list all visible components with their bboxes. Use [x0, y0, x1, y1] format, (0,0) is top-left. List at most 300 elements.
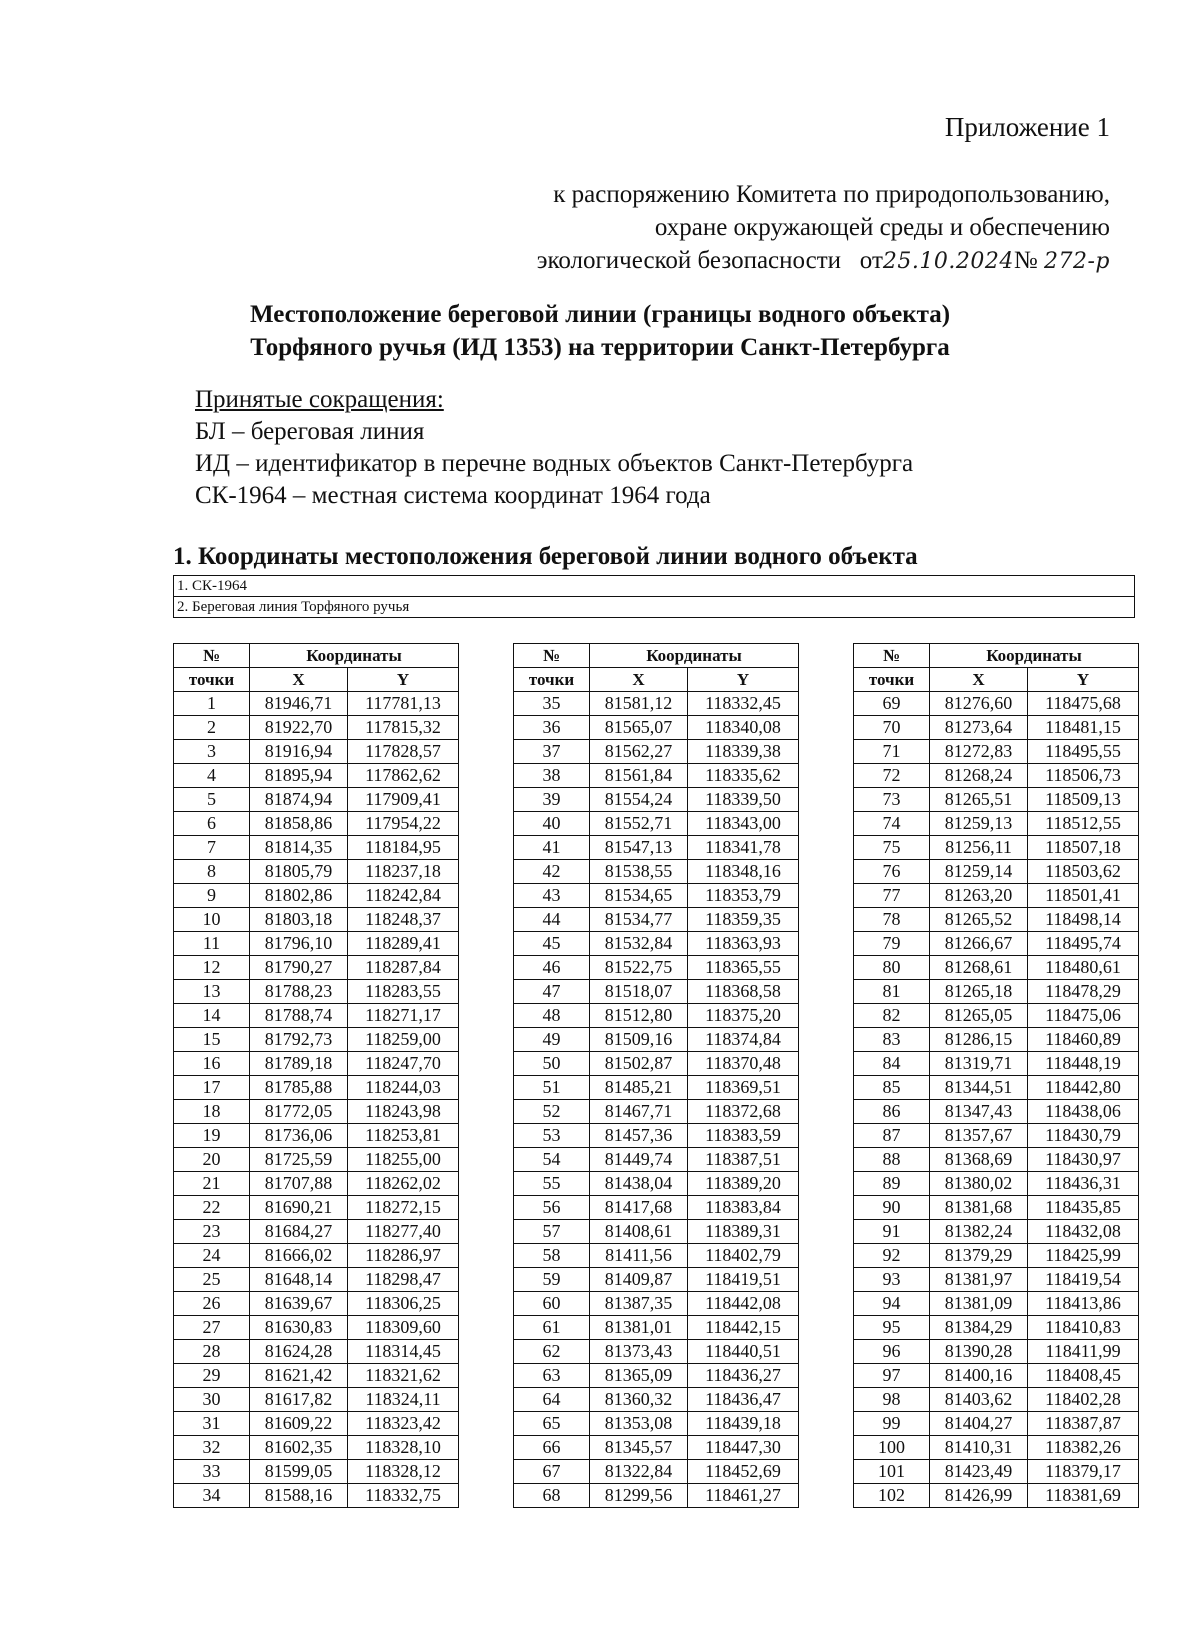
coord-y: 118413,86: [1028, 1292, 1139, 1316]
document-title: [0, 298, 1200, 364]
coord-x: 81360,32: [590, 1388, 688, 1412]
table-row: [514, 1436, 799, 1460]
point-number: 67: [514, 1460, 590, 1484]
table-row: [514, 1172, 799, 1196]
coord-x: 81552,71: [590, 812, 688, 836]
point-number: 54: [514, 1148, 590, 1172]
point-number: 52: [514, 1100, 590, 1124]
coord-y: 118272,15: [348, 1196, 459, 1220]
coord-x: 81581,12: [590, 692, 688, 716]
table-row: [514, 884, 799, 908]
table-row: [514, 1340, 799, 1364]
coord-y: 118438,06: [1028, 1100, 1139, 1124]
title-line-2: Торфяного ручья (ИД 1353) на территории Санкт-Петербурга: [250, 334, 950, 361]
coord-y: 118387,87: [1028, 1412, 1139, 1436]
point-number: 60: [514, 1292, 590, 1316]
table-row: [174, 1172, 459, 1196]
point-number: 63: [514, 1364, 590, 1388]
coord-x: 81736,06: [250, 1124, 348, 1148]
coord-x: 81273,64: [930, 716, 1028, 740]
table-row: [514, 1124, 799, 1148]
point-number: 65: [514, 1412, 590, 1436]
coord-y: 118339,38: [688, 740, 799, 764]
point-number: 7: [174, 836, 250, 860]
col-header-point: точки: [854, 668, 930, 692]
point-number: 80: [854, 956, 930, 980]
table-row: [854, 1412, 1139, 1436]
coord-y: 118332,45: [688, 692, 799, 716]
table-row: [174, 1460, 459, 1484]
point-number: 19: [174, 1124, 250, 1148]
coord-x: 81411,56: [590, 1244, 688, 1268]
coord-y: 118368,58: [688, 980, 799, 1004]
coord-y: 118439,18: [688, 1412, 799, 1436]
coord-y: 118435,85: [1028, 1196, 1139, 1220]
table-row: [174, 1076, 459, 1100]
info-row-system: 1. СК-1964: [177, 578, 248, 594]
table-row: [174, 1052, 459, 1076]
coord-x: 81561,84: [590, 764, 688, 788]
table-row: [174, 788, 459, 812]
coord-x: 81322,84: [590, 1460, 688, 1484]
table-row: [514, 1148, 799, 1172]
coord-x: 81617,82: [250, 1388, 348, 1412]
table-row: [174, 908, 459, 932]
title-line-1: Местоположение береговой линии (границы водного объекта): [249, 301, 951, 328]
coord-y: 117862,62: [348, 764, 459, 788]
coord-y: 118237,18: [348, 860, 459, 884]
table-body: [174, 692, 459, 1508]
table-row: [514, 980, 799, 1004]
point-number: 81: [854, 980, 930, 1004]
coord-y: 118448,19: [1028, 1052, 1139, 1076]
abbreviation-item: ИД – идентификатор в перечне водных объектов Санкт-Петербурга: [195, 450, 914, 477]
table-row: [854, 740, 1139, 764]
coord-x: 81802,86: [250, 884, 348, 908]
table-row: [854, 1004, 1139, 1028]
point-number: 62: [514, 1340, 590, 1364]
coord-y: 118353,79: [688, 884, 799, 908]
coord-x: 81381,97: [930, 1268, 1028, 1292]
coord-x: 81725,59: [250, 1148, 348, 1172]
table-row: [174, 1388, 459, 1412]
table-row: [854, 1484, 1139, 1508]
table-row: [854, 1124, 1139, 1148]
coord-y: 118480,61: [1028, 956, 1139, 980]
point-number: 56: [514, 1196, 590, 1220]
table-row: [514, 1412, 799, 1436]
coord-y: 118328,12: [348, 1460, 459, 1484]
coord-x: 81381,09: [930, 1292, 1028, 1316]
point-number: 17: [174, 1076, 250, 1100]
col-header-coords: Координаты: [930, 644, 1139, 668]
table-row: [514, 1316, 799, 1340]
coord-x: 81792,73: [250, 1028, 348, 1052]
coord-y: 118243,98: [348, 1100, 459, 1124]
table-row: [174, 932, 459, 956]
coord-x: 81621,42: [250, 1364, 348, 1388]
table-row: [514, 812, 799, 836]
point-number: 99: [854, 1412, 930, 1436]
coord-x: 81814,35: [250, 836, 348, 860]
coord-y: 118432,08: [1028, 1220, 1139, 1244]
coord-x: 81666,02: [250, 1244, 348, 1268]
coord-x: 81276,60: [930, 692, 1028, 716]
point-number: 2: [174, 716, 250, 740]
point-number: 68: [514, 1484, 590, 1508]
coord-x: 81384,29: [930, 1316, 1028, 1340]
point-number: 77: [854, 884, 930, 908]
table-row: [174, 764, 459, 788]
coord-x: 81423,49: [930, 1460, 1028, 1484]
abbreviation-item: СК-1964 – местная система координат 1964 года: [195, 482, 711, 509]
table-row: [174, 812, 459, 836]
coord-y: 117954,22: [348, 812, 459, 836]
point-number: 10: [174, 908, 250, 932]
coord-x: 81410,31: [930, 1436, 1028, 1460]
coord-y: 118452,69: [688, 1460, 799, 1484]
coord-x: 81788,74: [250, 1004, 348, 1028]
point-number: 39: [514, 788, 590, 812]
col-header-point: точки: [174, 668, 250, 692]
table-row: [514, 908, 799, 932]
table-row: [174, 1244, 459, 1268]
coord-x: 81565,07: [590, 716, 688, 740]
table-row: [854, 1052, 1139, 1076]
coord-y: 118408,45: [1028, 1364, 1139, 1388]
table-row: [514, 764, 799, 788]
coord-y: 118328,10: [348, 1436, 459, 1460]
coord-y: 118348,16: [688, 860, 799, 884]
table-row: [174, 1100, 459, 1124]
coord-y: 118447,30: [688, 1436, 799, 1460]
coord-x: 81373,43: [590, 1340, 688, 1364]
coordinates-table-1: [173, 643, 459, 1508]
point-number: 4: [174, 764, 250, 788]
coord-y: 118509,13: [1028, 788, 1139, 812]
coord-y: 118430,79: [1028, 1124, 1139, 1148]
coord-x: 81265,52: [930, 908, 1028, 932]
table-row: [174, 1148, 459, 1172]
point-number: 35: [514, 692, 590, 716]
coord-y: 118436,31: [1028, 1172, 1139, 1196]
point-number: 41: [514, 836, 590, 860]
coord-x: 81345,57: [590, 1436, 688, 1460]
coord-y: 118389,20: [688, 1172, 799, 1196]
coord-y: 117909,41: [348, 788, 459, 812]
table-row: [514, 716, 799, 740]
table-row: [854, 1388, 1139, 1412]
coord-x: 81538,55: [590, 860, 688, 884]
point-number: 49: [514, 1028, 590, 1052]
point-number: 36: [514, 716, 590, 740]
table-row: [854, 1460, 1139, 1484]
coord-x: 81803,18: [250, 908, 348, 932]
col-header-coords: Координаты: [250, 644, 459, 668]
coord-y: 118359,35: [688, 908, 799, 932]
order-reference: [350, 178, 1110, 278]
order-line-1: к распоряжению Комитета по природопользованию,: [553, 181, 1110, 208]
point-number: 46: [514, 956, 590, 980]
point-number: 61: [514, 1316, 590, 1340]
table-row: [514, 1244, 799, 1268]
coord-y: 118436,27: [688, 1364, 799, 1388]
point-number: 74: [854, 812, 930, 836]
handwritten-number: 272-р: [1043, 249, 1110, 274]
coord-y: 118495,74: [1028, 932, 1139, 956]
coord-y: 118419,54: [1028, 1268, 1139, 1292]
table-row: [854, 1436, 1139, 1460]
coord-x: 81502,87: [590, 1052, 688, 1076]
point-number: 16: [174, 1052, 250, 1076]
point-number: 45: [514, 932, 590, 956]
coord-x: 81684,27: [250, 1220, 348, 1244]
coord-x: 81265,51: [930, 788, 1028, 812]
table-row: [854, 812, 1139, 836]
point-number: 94: [854, 1292, 930, 1316]
point-number: 97: [854, 1364, 930, 1388]
coord-y: 118440,51: [688, 1340, 799, 1364]
table-row: [174, 1124, 459, 1148]
coord-y: 118375,20: [688, 1004, 799, 1028]
col-header-x: X: [590, 668, 688, 692]
coord-y: 118389,31: [688, 1220, 799, 1244]
point-number: 89: [854, 1172, 930, 1196]
coord-x: 81547,13: [590, 836, 688, 860]
coord-y: 118475,68: [1028, 692, 1139, 716]
point-number: 93: [854, 1268, 930, 1292]
coord-y: 118475,06: [1028, 1004, 1139, 1028]
coord-y: 118442,08: [688, 1292, 799, 1316]
point-number: 12: [174, 956, 250, 980]
coord-x: 81485,21: [590, 1076, 688, 1100]
point-number: 47: [514, 980, 590, 1004]
table-row: [854, 1364, 1139, 1388]
coord-y: 118332,75: [348, 1484, 459, 1508]
coord-y: 118425,99: [1028, 1244, 1139, 1268]
point-number: 38: [514, 764, 590, 788]
table-row: [514, 956, 799, 980]
coord-x: 81417,68: [590, 1196, 688, 1220]
coord-x: 81588,16: [250, 1484, 348, 1508]
point-number: 84: [854, 1052, 930, 1076]
point-number: 30: [174, 1388, 250, 1412]
coord-x: 81409,87: [590, 1268, 688, 1292]
table-row: [854, 908, 1139, 932]
point-number: 29: [174, 1364, 250, 1388]
col-header-x: X: [250, 668, 348, 692]
coord-x: 81916,94: [250, 740, 348, 764]
coord-x: 81639,67: [250, 1292, 348, 1316]
coord-y: 118253,81: [348, 1124, 459, 1148]
table-row: [854, 884, 1139, 908]
coord-y: 118277,40: [348, 1220, 459, 1244]
coord-x: 81426,99: [930, 1484, 1028, 1508]
point-number: 26: [174, 1292, 250, 1316]
point-number: 32: [174, 1436, 250, 1460]
handwritten-date: 25.10.2024: [882, 249, 1014, 274]
order-line-3-text: экологической безопасности: [536, 247, 842, 274]
col-header-coords: Координаты: [590, 644, 799, 668]
coord-y: 118503,62: [1028, 860, 1139, 884]
info-row-line: 2. Береговая линия Торфяного ручья: [174, 596, 1134, 617]
coord-y: 118419,51: [688, 1268, 799, 1292]
coord-y: 118271,17: [348, 1004, 459, 1028]
coord-x: 81790,27: [250, 956, 348, 980]
coord-x: 81518,07: [590, 980, 688, 1004]
table-row: [174, 956, 459, 980]
point-number: 96: [854, 1340, 930, 1364]
point-number: 71: [854, 740, 930, 764]
coord-x: 81922,70: [250, 716, 348, 740]
point-number: 20: [174, 1148, 250, 1172]
point-number: 57: [514, 1220, 590, 1244]
table-row: [514, 692, 799, 716]
coord-y: 118286,97: [348, 1244, 459, 1268]
coord-x: 81707,88: [250, 1172, 348, 1196]
point-number: 72: [854, 764, 930, 788]
point-number: 69: [854, 692, 930, 716]
table-row: [514, 1484, 799, 1508]
coord-y: 118184,95: [348, 836, 459, 860]
coord-y: 118298,47: [348, 1268, 459, 1292]
coord-y: 118314,45: [348, 1340, 459, 1364]
abbreviation-item: БЛ – береговая линия: [195, 418, 425, 445]
table-row: [514, 1004, 799, 1028]
table-body: [854, 692, 1139, 1508]
coord-y: 118369,51: [688, 1076, 799, 1100]
table-row: [514, 1364, 799, 1388]
coord-x: 81599,05: [250, 1460, 348, 1484]
col-header-x: X: [930, 668, 1028, 692]
table-row: [174, 1436, 459, 1460]
coord-y: 118478,29: [1028, 980, 1139, 1004]
coord-x: 81785,88: [250, 1076, 348, 1100]
point-number: 85: [854, 1076, 930, 1100]
table-row: [854, 1028, 1139, 1052]
abbreviations-heading: Принятые сокращения:: [195, 386, 444, 413]
coord-x: 81805,79: [250, 860, 348, 884]
point-number: 98: [854, 1388, 930, 1412]
point-number: 90: [854, 1196, 930, 1220]
table-row: [514, 1196, 799, 1220]
coord-y: 118387,51: [688, 1148, 799, 1172]
coord-x: 81268,61: [930, 956, 1028, 980]
coord-y: 118247,70: [348, 1052, 459, 1076]
table-row: [854, 836, 1139, 860]
coord-y: 118506,73: [1028, 764, 1139, 788]
coord-x: 81357,67: [930, 1124, 1028, 1148]
table-row: [514, 1052, 799, 1076]
col-header-num: №: [854, 644, 930, 668]
coord-x: 81404,27: [930, 1412, 1028, 1436]
point-number: 14: [174, 1004, 250, 1028]
coord-y: 118383,84: [688, 1196, 799, 1220]
coord-x: 81259,13: [930, 812, 1028, 836]
coord-x: 81534,65: [590, 884, 688, 908]
col-header-y: Y: [348, 668, 459, 692]
table-row: [174, 836, 459, 860]
coord-y: 118242,84: [348, 884, 459, 908]
coord-x: 81263,20: [930, 884, 1028, 908]
table-row: [174, 884, 459, 908]
table-row: [174, 716, 459, 740]
table-row: [174, 1412, 459, 1436]
point-number: 51: [514, 1076, 590, 1100]
table-row: [514, 1460, 799, 1484]
coord-y: 118321,62: [348, 1364, 459, 1388]
point-number: 42: [514, 860, 590, 884]
coord-y: 118461,27: [688, 1484, 799, 1508]
table-row: [514, 1220, 799, 1244]
col-header-num: №: [174, 644, 250, 668]
section-title: 1. Координаты местоположения береговой линии водного объекта: [173, 543, 918, 570]
coord-x: 81690,21: [250, 1196, 348, 1220]
coord-x: 81467,71: [590, 1100, 688, 1124]
coord-x: 81365,09: [590, 1364, 688, 1388]
point-number: 1: [174, 692, 250, 716]
table-row: [854, 1220, 1139, 1244]
table-row: [514, 932, 799, 956]
table-row: [854, 764, 1139, 788]
coord-x: 81554,24: [590, 788, 688, 812]
coord-x: 81874,94: [250, 788, 348, 812]
coord-x: 81532,84: [590, 932, 688, 956]
table-row: [174, 1268, 459, 1292]
table-row: [174, 1484, 459, 1508]
table-row: [854, 1340, 1139, 1364]
point-number: 88: [854, 1148, 930, 1172]
point-number: 66: [514, 1436, 590, 1460]
col-header-y: Y: [1028, 668, 1139, 692]
coord-x: 81387,35: [590, 1292, 688, 1316]
table-row: [174, 1364, 459, 1388]
point-number: 95: [854, 1316, 930, 1340]
coord-x: 81382,24: [930, 1220, 1028, 1244]
table-row: [854, 932, 1139, 956]
coord-y: 118372,68: [688, 1100, 799, 1124]
coord-x: 81858,86: [250, 812, 348, 836]
point-number: 78: [854, 908, 930, 932]
point-number: 8: [174, 860, 250, 884]
coord-x: 81512,80: [590, 1004, 688, 1028]
coord-y: 118481,15: [1028, 716, 1139, 740]
col-header-y: Y: [688, 668, 799, 692]
col-header-point: точки: [514, 668, 590, 692]
point-number: 31: [174, 1412, 250, 1436]
table-row: [514, 1268, 799, 1292]
coord-x: 81286,15: [930, 1028, 1028, 1052]
coord-x: 81562,27: [590, 740, 688, 764]
coord-y: 118309,60: [348, 1316, 459, 1340]
coord-y: 118430,97: [1028, 1148, 1139, 1172]
coord-x: 81624,28: [250, 1340, 348, 1364]
point-number: 13: [174, 980, 250, 1004]
coord-y: 118460,89: [1028, 1028, 1139, 1052]
coord-x: 81272,83: [930, 740, 1028, 764]
coord-y: 118343,00: [688, 812, 799, 836]
coord-x: 81438,04: [590, 1172, 688, 1196]
table-row: [854, 1268, 1139, 1292]
coord-y: 118381,69: [1028, 1484, 1139, 1508]
point-number: 50: [514, 1052, 590, 1076]
col-header-num: №: [514, 644, 590, 668]
table-row: [514, 836, 799, 860]
coord-x: 81347,43: [930, 1100, 1028, 1124]
table-row: [514, 1292, 799, 1316]
coord-x: 81265,18: [930, 980, 1028, 1004]
coord-x: 81266,67: [930, 932, 1028, 956]
